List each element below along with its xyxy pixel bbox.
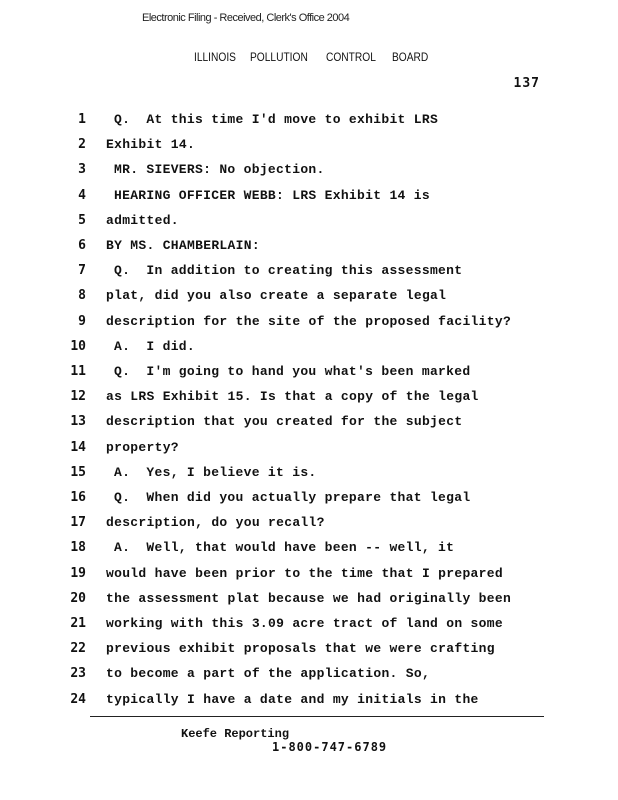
page-number: 137 [513,76,540,91]
board-word-board: BOARD [392,50,429,64]
line-number: 17 [70,515,86,531]
line-number: 22 [70,641,86,657]
line-text: description that you created for the subject [106,414,463,430]
transcript-line [0,238,618,263]
line-text: typically I have a date and my initials in the [106,691,479,707]
line-number: 10 [70,338,86,354]
line-text: Q. At this time I'd move to exhibit LRS [114,112,439,127]
line-text: to become a part of the application. So, [106,666,431,682]
line-number: 20 [70,590,86,606]
line-text: A. Yes, I believe it is. [114,464,317,480]
line-text: A. I did. [114,338,196,354]
transcript-line [0,188,618,213]
transcript-line [0,364,618,389]
board-word-pollution: POLLUTION [250,50,308,64]
line-text: admitted. [106,212,179,228]
line-number: 4 [78,187,86,203]
line-number: 7 [78,263,86,279]
transcript-line [0,666,618,691]
line-text: plat, did you also create a separate legal [106,288,447,304]
transcript-line [0,339,618,364]
transcript-line [0,566,618,591]
transcript-line [0,137,618,162]
line-number: 13 [70,414,86,430]
line-number: 23 [70,666,86,682]
transcript-line [0,414,618,439]
transcript-line [0,440,618,465]
transcript-line [0,465,618,490]
line-text: description, do you recall? [106,515,325,531]
reporter-name: Keefe Reporting [181,727,290,741]
line-text: A. Well, that would have been -- well, it [114,540,455,556]
filing-stamp: Electronic Filing - Received, Clerk's Office 2004 [142,12,350,24]
line-text: Q. In addition to creating this assessment [114,263,463,279]
line-number: 2 [78,137,86,153]
line-text: as LRS Exhibit 15. Is that a copy of the legal [106,389,479,405]
transcript-line [0,540,618,565]
line-text: previous exhibit proposals that we were crafting [106,641,495,657]
transcript-line [0,213,618,238]
line-number: 9 [78,313,86,329]
line-text: working with this 3.09 acre tract of land on some [106,616,503,631]
board-word-illinois: ILLINOIS [194,50,236,64]
line-text: BY MS. CHAMBERLAIN: [106,238,260,253]
footer-divider [90,716,544,717]
line-text: Q. When did you actually prepare that legal [114,490,471,505]
line-number: 14 [70,439,86,455]
line-text: HEARING OFFICER WEBB: LRS Exhibit 14 is [114,187,430,203]
transcript-line [0,591,618,616]
transcript-line [0,162,618,187]
line-number: 18 [70,540,86,556]
line-number: 24 [70,691,86,707]
line-number: 21 [70,616,86,631]
line-text: MR. SIEVERS: No objection. [114,162,325,178]
line-number: 5 [78,212,86,228]
transcript-line [0,515,618,540]
transcript-line [0,389,618,414]
line-text: the assessment plat because we had originally been [106,590,512,606]
transcript-line [0,288,618,313]
line-text: Q. I'm going to hand you what's been marked [114,364,471,379]
line-number: 3 [78,162,86,178]
line-text: property? [106,439,179,455]
line-text: description for the site of the proposed facility? [106,313,512,329]
line-number: 19 [70,565,86,581]
line-number: 15 [70,464,86,480]
transcript-line [0,490,618,515]
board-word-control: CONTROL [326,50,376,64]
line-number: 11 [70,364,86,379]
line-number: 1 [78,112,86,127]
transcript-line [0,263,618,288]
line-number: 16 [70,490,86,505]
transcript-line [0,641,618,666]
line-number: 6 [78,238,86,253]
transcript-line [0,314,618,339]
reporter-phone: 1-800-747-6789 [272,740,388,754]
line-number: 8 [78,288,86,304]
line-number: 12 [70,389,86,405]
transcript-line [0,616,618,641]
line-text: would have been prior to the time that I prepared [106,565,503,581]
transcript-line [0,692,618,717]
transcript-line [0,112,618,137]
line-text: Exhibit 14. [106,137,196,153]
